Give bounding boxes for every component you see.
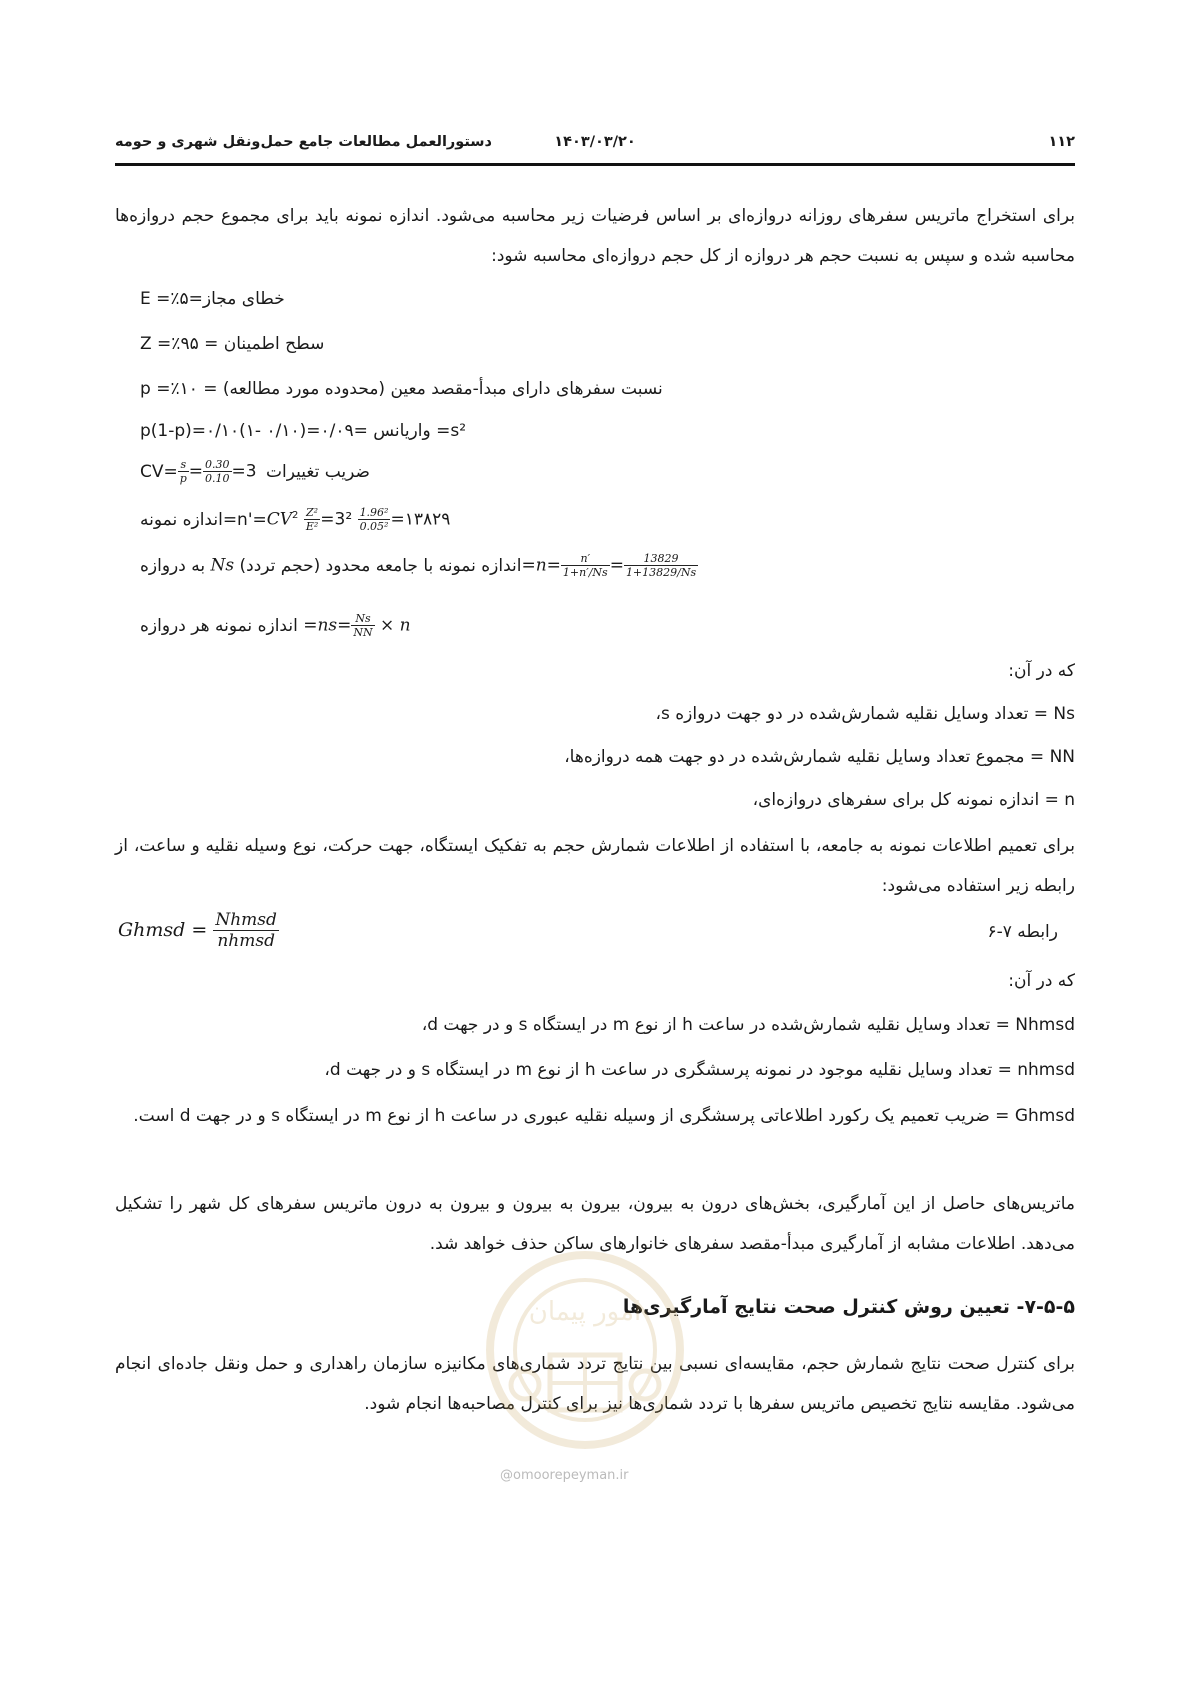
generalize-paragraph: برای تعمیم اطلاعات نمونه به جامعه، با استفاده از اطلاعات شمارش حجم به تفکیک ایستگاه، جهت حرکت، نوع وسیله نقلیه و ساعت، از رابطه زیر استفاده می‌شود: [115,836,1075,896]
equation-label: رابطه ۷-۶ [987,922,1058,942]
assumption-sample-size: اندازه $نمونه=n'=CV^2$ $\frac{\text{Z²}}{\text{E²}}$ =3² $\frac{\text{1.96²}}{\text{0.05²}}$ =۱۳۸۲۹ [140,506,451,533]
def-nn: NN = مجموع تعداد وسایل نقلیه شمارش‌شده در دو جهت همه دروازه‌ها، [564,747,1075,767]
watermark-seal [455,1235,715,1465]
page-header [115,128,1075,158]
equation-generalization: Ghmsd = $\frac{\text{Nhmsd}}{\text{nhmsd}}$ [118,910,277,951]
where-label-1: که در آن: [1008,661,1075,681]
assumption-variance: s²= واریانس =p(1-p)=۰/۱۰(۱- ۰/۱۰)=۰/۰۹ [140,421,467,441]
cv-label: ضریب تغییرات [266,461,370,482]
assumption-finite-population: به دروازه Ns اندازه نمونه با جامعه محدود (حجم تردد)=n= $\frac{n'}{1+n'/Ns}$ = $\frac{13829}{1+13829/Ns}$ [140,552,697,579]
header-title: دستورالعمل مطالعات جامع حمل‌ونقل شهری و حومه [115,134,492,150]
svg-text:امور پیمان: امور پیمان [528,1297,642,1327]
matrix-paragraph: ماتریس‌های حاصل از این آمارگیری، بخش‌های درون به بیرون، بیرون به بیرون و بیرون به درون ماتریس سفرهای کل شهر را تشکیل می‌دهد. اطلاعات مشابه از آمارگیری مبدأ-مقصد سفرهای خانوارهای ساکن حذف خواهد شد. [115,1194,1075,1254]
def-small-nhmsd: nhmsd = تعداد وسایل نقلیه موجود در نمونه پرسشگری در ساعت h از نوع m در ایستگاه s و در جهت d، [324,1060,1075,1080]
assumption-per-gate: اندازه نمونه هر دروازه =ns= $\frac{Ns}{NN}$ × n [140,612,411,639]
control-paragraph: برای کنترل صحت نتایج شمارش حجم، مقایسه‌ای نسبی بین نتایج تردد شماری‌های مکانیزه سازمان راهداری و حمل ونقل جاده‌ای انجام می‌شود. مقایسه نتایج تخصیص ماتریس سفرها با تردد شماری‌ها نیز برای کنترل مصاحبه‌ها انجام شود. [115,1354,1075,1414]
header-date: ۱۴۰۳/۰۳/۲۰ [554,134,636,150]
watermark-url: @omoorepeyman.ir [500,1468,629,1483]
assumption-confidence: سطح اطمینان = ۹۵٪= Z [140,334,325,354]
assumption-cv: CV= $\frac{s}{p}$ = $\frac{0.30}{0.10}$ =3 ضریب تغییرات [140,458,370,485]
where-label-2: که در آن: [1008,971,1075,991]
cv-fraction-symbolic: $\frac{s}{p}$ [179,458,187,485]
def-n: n = اندازه نمونه کل برای سفرهای دروازه‌ای، [752,790,1075,810]
header-rule [115,163,1075,166]
cv-fraction-values: $\frac{0.30}{0.10}$ [205,458,230,485]
def-ghmsd: Ghmsd = ضریب تعمیم یک رکورد اطلاعاتی پرسشگری از وسیله نقلیه عبوری در ساعت h از نوع m در ایستگاه s و در جهت d است. [133,1106,1075,1126]
def-ns: Ns = تعداد وسایل نقلیه شمارش‌شده در دو جهت دروازه s، [655,704,1075,724]
page-number: ۱۱۲ [1048,134,1075,150]
assumption-error: خطای مجاز=۵٪= E [140,289,285,309]
section-title: ۷-۵-۵- تعیین روش کنترل صحت نتایج آمارگیری‌ها [622,1296,1075,1318]
def-nhmsd: Nhmsd = تعداد وسایل نقلیه شمارش‌شده در ساعت h از نوع m در ایستگاه s و در جهت d، [421,1015,1075,1035]
intro-paragraph: برای استخراج ماتریس سفرهای روزانه دروازه‌ای بر اساس فرضیات زیر محاسبه می‌شود. اندازه نمونه باید برای مجموع حجم دروازه‌ها محاسبه شده و سپس به نسبت حجم هر دروازه از کل حجم دروازه‌ای محاسبه شود: [115,206,1075,266]
assumption-ratio: نسبت سفرهای دارای مبدأ-مقصد معین (محدوده مورد مطالعه) = ۱۰٪= p [140,379,663,399]
